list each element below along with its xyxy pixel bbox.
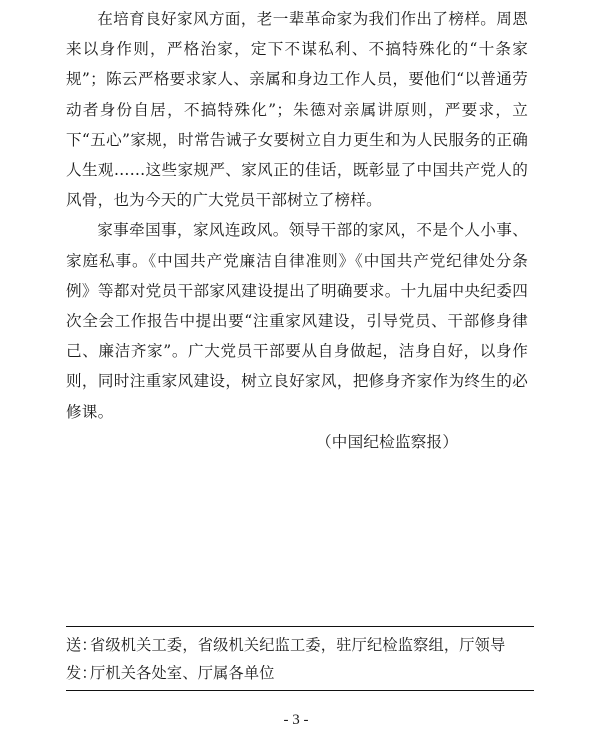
paragraph-role-models: 在培育良好家风方面，老一辈革命家为我们作出了榜样。周恩来以身作则，严格治家，定下不谋私利、不搞特殊化的“十条家规”；陈云严格要求家人、亲属和身边工作人员，要他们“以普通劳动者身份自居，不搞特殊化”；朱德对亲属讲原则，严要求，立下“五心”家规，时常告诫子女要树立自力更生和为人民服务的正确人生观……这些家规严、家风正的佳话，既彰显了中国共产党人的风骨，也为今天的广大党员干部树立了榜样。	[66, 10, 528, 210]
page-number: - 3 -	[283, 712, 309, 728]
issue-to-value: 厅机关各处室、厅属各单位	[90, 664, 275, 682]
issue-to-row	[66, 659, 534, 687]
article-body	[66, 4, 528, 427]
article-source: （中国纪检监察报）	[316, 433, 459, 451]
paragraph-family-style: 家事牵国事，家风连政风。领导干部的家风，不是个人小事、家庭私事。《中国共产党廉洁自律准则》《中国共产党纪律处分条例》等都对党员干部家风建设提出了明确要求。十九届中央纪委四次全会工作报告中提出要“注重家风建设，引导党员、干部修身律己、廉洁齐家”。广大党员干部要从自身做起，洁身自好，以身作则，同时注重家风建设，树立良好家风，把修身齐家作为终生的必修课。	[66, 221, 528, 421]
send-to-label: 送：	[66, 636, 97, 654]
send-to-row	[66, 631, 534, 659]
send-to-value: 省级机关工委，省级机关纪监工委，驻厅纪检监察组，厅领导	[90, 636, 506, 654]
distribution-box	[66, 626, 534, 691]
issue-to-label: 发：	[66, 664, 97, 682]
